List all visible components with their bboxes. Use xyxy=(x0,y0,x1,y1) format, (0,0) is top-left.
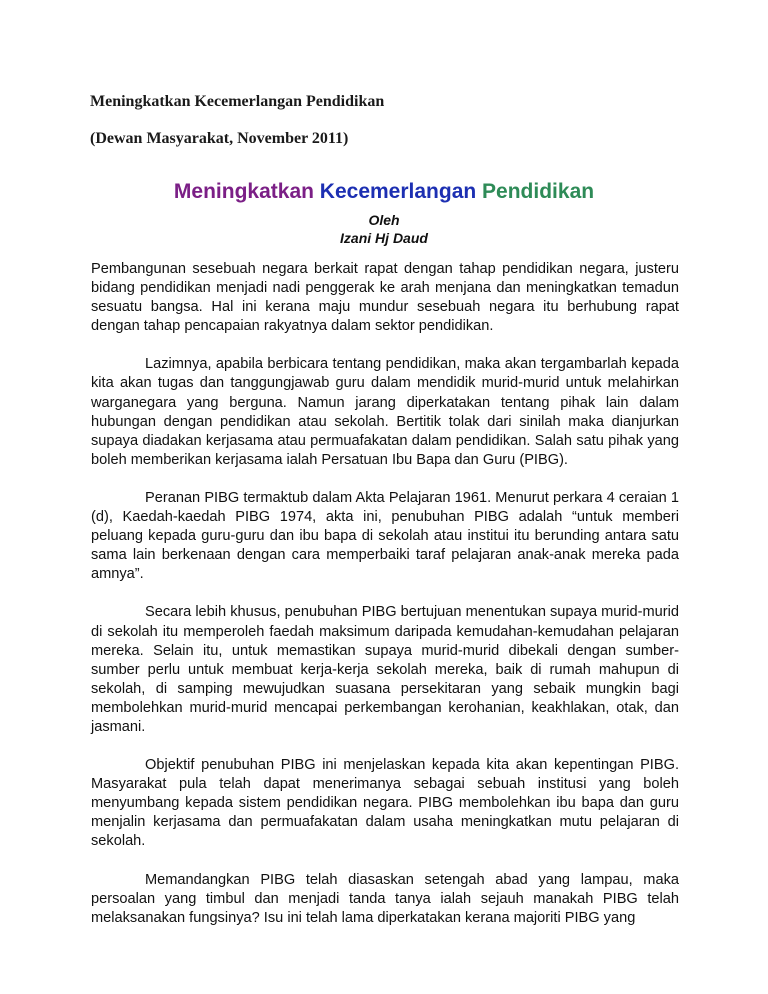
article-title-word-1: Meningkatkan xyxy=(173,180,314,203)
article-title-word-2: Kecemerlangan xyxy=(319,180,477,203)
paragraph: Memandangkan PIBG telah diasaskan setengah abad yang lampau, maka persoalan yang timbul dan menjadi tanda tanya ialah sejauh manakah PIBG telah melaksanakan fungsinya? Isu ini telah lama diperkatakan kerana majoriti PIBG yang xyxy=(91,871,679,926)
paragraph: Secara lebih khusus, penubuhan PIBG bertujuan menentukan supaya murid-murid di sekolah itu memperoleh faedah maksimum daripada kemudahan-kemudahan pelajaran mereka. Selain itu, untuk memastikan supaya murid-murid dibekali dengan sumber-sumber perlu untuk membuat kerja-kerja sekolah mereka, baik di rumah mahupun di sekolah, di samping mewujudkan suasana persekitaran yang sebaik mungkin bagi membolehkan murid-murid mencapai perkembangan kerohanian, keakhlakan, otak, dan jasmani. xyxy=(91,604,679,735)
article-title xyxy=(0,180,768,204)
document-header-title: Meningkatkan Kecemerlangan Pendidikan xyxy=(90,93,385,110)
paragraph: Peranan PIBG termaktub dalam Akta Pelajaran 1961. Menurut perkara 4 ceraian 1 (d), Kaedah-kaedah PIBG 1974, akta ini, penubuhan PIBG adalah “untuk memberi peluang kepada guru-guru dan ibu bapa di sekolah atau institui itu berunding antara satu sama lain berkenaan dengan cara memperbaiki taraf pelajaran anak-anak mereka pada amnya”. xyxy=(91,489,679,583)
paragraph: Lazimnya, apabila berbicara tentang pendidikan, maka akan tergambarlah kepada kita akan tugas dan tanggungjawab guru dalam mendidik murid-murid untuk melahirkan warganegara yang berguna. Namun jarang diperkatakan tentang pihak lain dalam hubungan dengan pendidikan atau sekolah. Bertitik tolak dari sinilah maka dianjurkan supaya diadakan kerjasama atau permuafakatan dalam pendidikan. Salah satu pihak yang boleh memberikan kerjasama ialah Persatuan Ibu Bapa dan Guru (PIBG). xyxy=(91,356,679,468)
paragraph: Pembangunan sesebuah negara berkait rapat dengan tahap pendidikan negara, justeru bidang pendidikan menjadi nadi penggerak ke arah menjana dan meningkatkan temadun sesuatu bangsa. Hal ini kerana maju mundur sesebuah negara itu berhubung rapat dengan tahap pencapaian rakyatnya dalam sektor pendidikan. xyxy=(91,261,679,335)
article-body xyxy=(91,260,679,947)
byline-label: Oleh xyxy=(368,212,400,228)
author-name: Izani Hj Daud xyxy=(340,230,428,246)
article-title-word-3: Pendidikan xyxy=(482,180,595,203)
document-source-line: (Dewan Masyarakat, November 2011) xyxy=(90,130,349,147)
paragraph: Objektif penubuhan PIBG ini menjelaskan kepada kita akan kepentingan PIBG. Masyarakat pula telah dapat menerimanya sebagai sebuah institusi yang boleh menyumbang kepada sistem pendidikan negara. PIBG membolehkan ibu bapa dan guru menjalin kerjasama dan permuafakatan dalam usaha meningkatkan mutu pelajaran di sekolah. xyxy=(91,757,679,850)
